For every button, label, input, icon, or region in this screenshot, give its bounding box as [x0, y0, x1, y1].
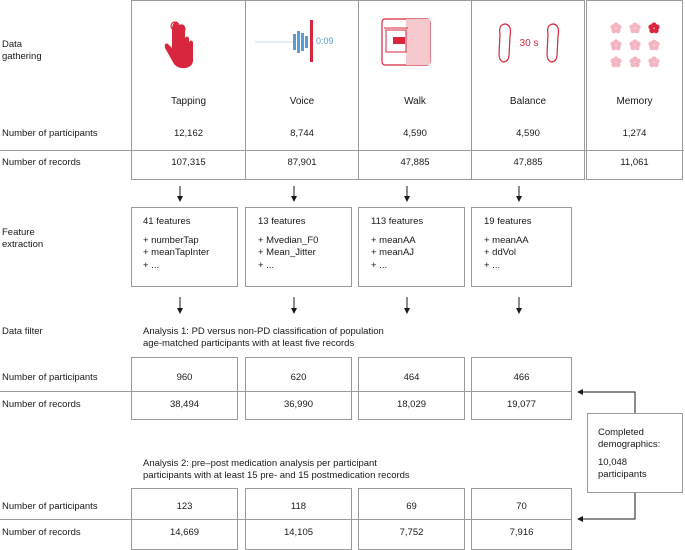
a1-participants-tapping: 960	[176, 372, 193, 383]
task-name-balance: Balance	[509, 96, 547, 107]
a2-records-balance: 7,916	[509, 527, 534, 538]
a1-records-balance: 19,077	[506, 399, 537, 410]
label-data-filter: Data filter	[2, 326, 43, 337]
participants-walk: 4,590	[403, 128, 427, 139]
a2-records-walk: 7,752	[399, 527, 424, 538]
task-name-memory: Memory	[616, 96, 653, 107]
a2-records-voice: 14,105	[283, 527, 314, 538]
label-participants-a1: Number of participants	[2, 372, 98, 383]
arrow-demographics-to-analysis1	[580, 392, 635, 413]
label-participants-top: Number of participants	[2, 128, 98, 139]
a2-participants-walk: 69	[406, 501, 417, 512]
label-participants-a2: Number of participants	[2, 501, 98, 512]
participants-voice: 8,744	[290, 128, 314, 139]
balance-timer: 30 s	[519, 38, 539, 49]
label-records-a2: Number of records	[2, 527, 81, 538]
participants-balance: 4,590	[516, 128, 540, 139]
task-name-voice: Voice	[289, 96, 315, 107]
a1-records-tapping: 38,494	[169, 399, 200, 410]
label-records-a1: Number of records	[2, 399, 81, 410]
feature-list-balance: 19 features + meanAA + ddVol + ...	[484, 216, 532, 271]
a2-records-tapping: 14,669	[169, 527, 200, 538]
analysis1-title: Analysis 1: PD versus non-PD classification of population age-matched participants with at least five records	[143, 326, 384, 349]
a1-records-voice: 36,990	[283, 399, 314, 410]
participants-memory: 1,274	[622, 128, 647, 139]
records-balance: 47,885	[513, 157, 543, 168]
a2-participants-tapping: 123	[176, 501, 193, 512]
feature-list-voice: 13 features + Mvedian_F0 + Mean_Jitter + ...	[258, 216, 319, 271]
participants-tapping: 12,162	[173, 128, 204, 139]
analysis2-title: Analysis 2: pre–post medication analysis per participant participants with at least 15 pre- and 15 postmedication records	[143, 458, 410, 481]
records-walk: 47,885	[400, 157, 430, 168]
task-name-tapping: Tapping	[170, 96, 207, 107]
a1-records-walk: 18,029	[396, 399, 427, 410]
records-voice: 87,901	[287, 157, 317, 168]
a2-participants-balance: 70	[516, 501, 527, 512]
a1-participants-walk: 464	[403, 372, 420, 383]
a1-participants-balance: 466	[513, 372, 530, 383]
label-data-gathering: Data gathering	[2, 39, 42, 62]
feature-list-tapping: 41 features + numberTap + meanTapInter + ...	[143, 216, 210, 271]
demographics-text: Completed demographics: 10,048 participants	[598, 427, 661, 480]
task-name-walk: Walk	[404, 96, 426, 107]
records-tapping: 107,315	[171, 157, 206, 168]
arrow-demographics-to-analysis2	[580, 493, 635, 519]
a1-participants-voice: 620	[290, 372, 307, 383]
label-feature-extraction: Feature extraction	[2, 227, 44, 250]
feature-list-walk: 113 features + meanAA + meanAJ + ...	[371, 216, 424, 271]
label-records-top: Number of records	[2, 157, 81, 168]
records-memory: 11,061	[620, 157, 649, 168]
voice-timer: 0:09	[316, 36, 334, 46]
a2-participants-voice: 118	[290, 501, 307, 512]
